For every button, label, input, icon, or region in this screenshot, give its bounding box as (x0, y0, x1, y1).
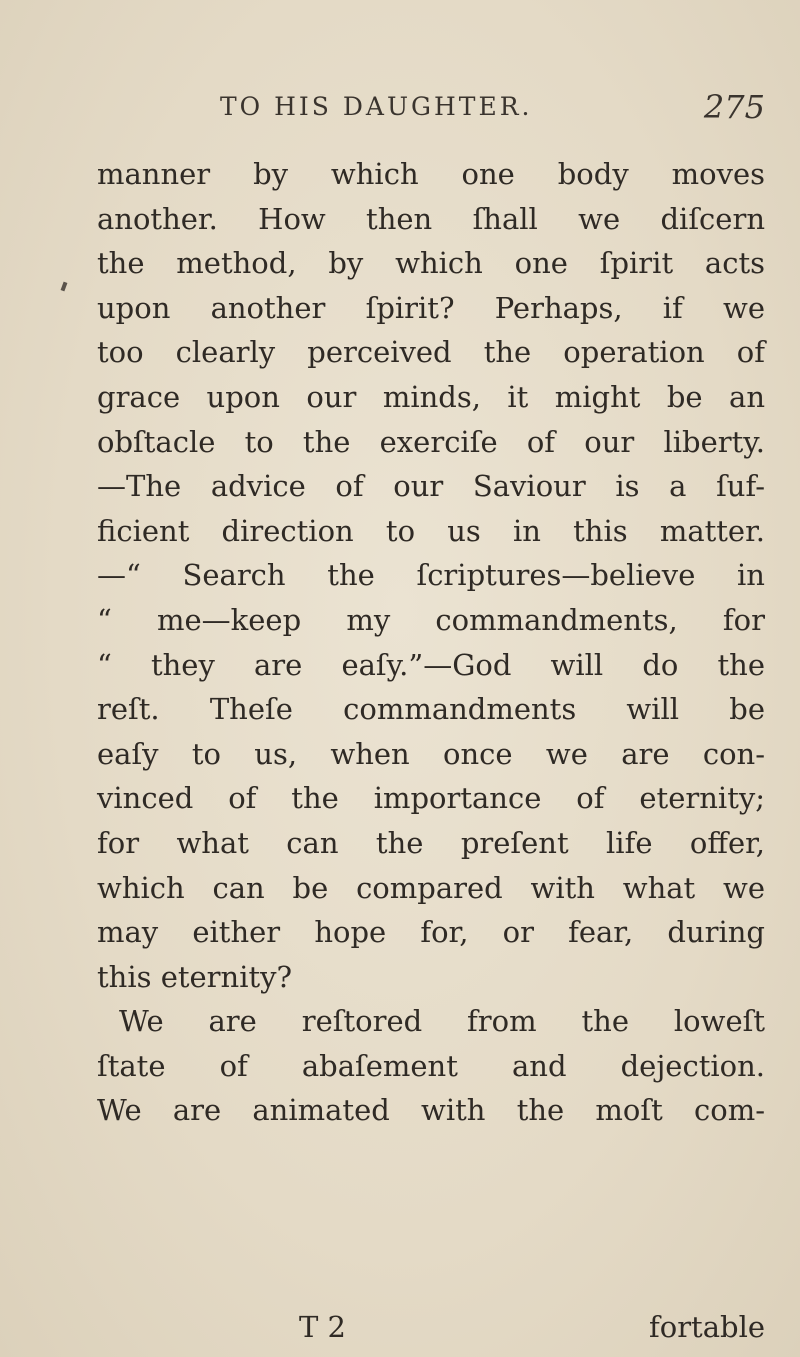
text-line: may either hope for, or fear, during (97, 915, 765, 950)
running-head (220, 88, 765, 132)
signature-mark: T 2 (299, 1310, 347, 1344)
text-line: ſtate of abaſement and dejection. (97, 1048, 765, 1083)
text-line: reſt. Theſe commandments will be (97, 692, 765, 727)
running-title: TO HIS DAUGHTER. (220, 92, 533, 121)
text-line: for what can the preſent life offer, (97, 825, 765, 860)
text-line-paragraph-start: We are reſtored from the loweſt (119, 1004, 765, 1039)
text-line: grace upon our minds, it might be an (97, 379, 765, 414)
catchword: fortable (649, 1310, 765, 1344)
text-line: —The advice of our Saviour is a ſuf- (97, 469, 765, 504)
text-line: We are animated with the moſt com- (97, 1093, 765, 1128)
text-line: upon another ſpirit? Perhaps, if we (97, 290, 765, 325)
text-line: “ they are eaſy.”—God will do the (97, 647, 765, 682)
text-line: eaſy to us, when once we are con- (97, 736, 765, 771)
text-line: “ me—keep my commandments, for (97, 602, 765, 637)
body-text (97, 152, 765, 1133)
text-line: too clearly perceived the operation of (97, 335, 765, 370)
text-line: another. How then ſhall we diſcern (97, 201, 765, 236)
text-line: —“ Search the ſcriptures—believe in (97, 558, 765, 593)
text-line: manner by which one body moves (97, 157, 765, 191)
page-number: 275 (703, 88, 765, 126)
page-footer (97, 1305, 765, 1349)
text-line: which can be compared with what we (97, 870, 765, 905)
margin-ink-mark (61, 282, 68, 292)
text-line: the method, by which one ſpirit acts (97, 246, 765, 281)
text-line: ficient direction to us in this matter. (97, 513, 765, 548)
text-line-paragraph-end: this eternity? (97, 959, 293, 994)
text-line: vinced of the importance of eternity; (97, 781, 765, 816)
text-line: obſtacle to the exerciſe of our liberty. (97, 424, 765, 459)
